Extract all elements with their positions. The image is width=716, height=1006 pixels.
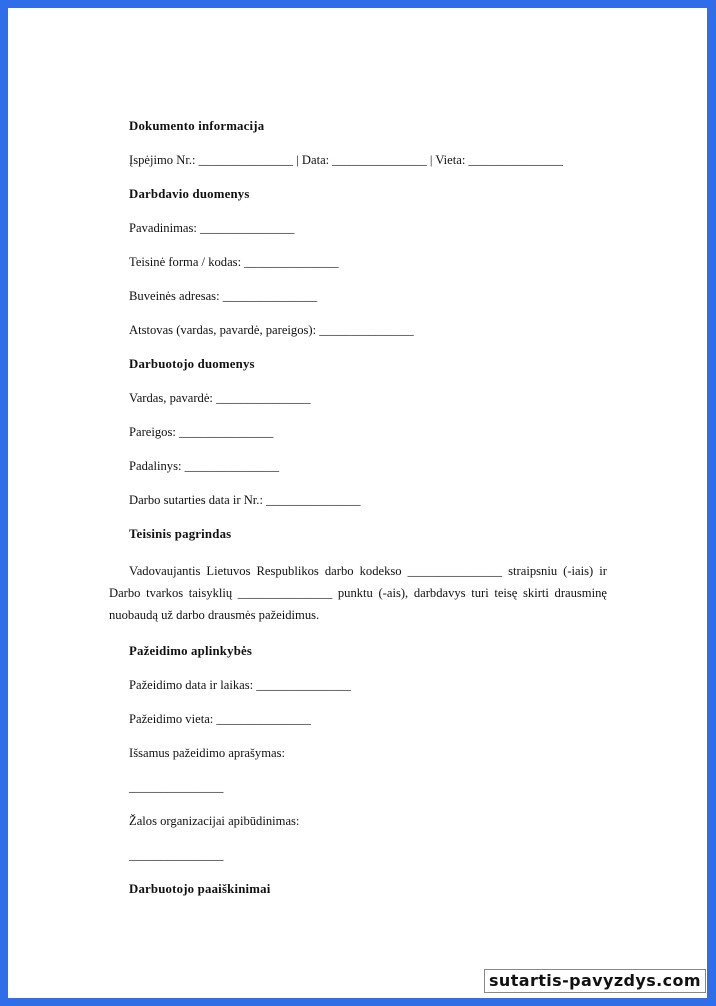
section-heading-legal-basis: Teisinis pagrindas (129, 527, 232, 541)
violation-place-line: Pažeidimo vieta: _______________ (129, 712, 311, 726)
employer-representative-line: Atstovas (vardas, pavardė, pareigos): _______________ (129, 323, 414, 337)
legal-basis-paragraph: Vadovaujantis Lietuvos Respublikos darbo kodekso _______________ straipsniu (-iais) ir Darbo tvarkos taisyklių _______________ punktu (-ais), darbdavys turi teisę skirti drausminę nuobaudą už darbo drausmės pažeidimus. (109, 564, 607, 622)
employee-unit-line: Padalinys: _______________ (129, 459, 280, 473)
employer-legal-form-line: Teisinė forma / kodas: _______________ (129, 255, 339, 269)
violation-description-label: Išsamus pažeidimo aprašymas: (129, 746, 285, 760)
watermark-badge: sutartis-pavyzdys.com (484, 969, 706, 993)
section-heading-document-info: Dokumento informacija (129, 119, 265, 133)
employment-contract-line: Darbo sutarties data ir Nr.: _______________ (129, 493, 361, 507)
employer-address-line: Buveinės adresas: _______________ (129, 289, 318, 303)
warning-number-date-place-line: Įspėjimo Nr.: _______________ | Data: _______________ | Vieta: _______________ (129, 153, 563, 167)
violation-description-blank: _______________ (129, 780, 224, 794)
violation-datetime-line: Pažeidimo data ir laikas: _______________ (129, 678, 351, 692)
damage-description-label: Žalos organizacijai apibūdinimas: (129, 814, 300, 828)
section-heading-employee-explanations: Darbuotojo paaiškinimai (129, 882, 271, 896)
document-page (8, 8, 707, 998)
section-heading-violation: Pažeidimo aplinkybės (129, 644, 253, 658)
document-content (109, 118, 607, 915)
employee-name-line: Vardas, pavardė: _______________ (129, 391, 311, 405)
damage-description-blank: _______________ (129, 848, 224, 862)
employee-position-line: Pareigos: _______________ (129, 425, 274, 439)
section-heading-employee: Darbuotojo duomenys (129, 357, 255, 371)
section-heading-employer: Darbdavio duomenys (129, 187, 250, 201)
employer-name-line: Pavadinimas: _______________ (129, 221, 295, 235)
